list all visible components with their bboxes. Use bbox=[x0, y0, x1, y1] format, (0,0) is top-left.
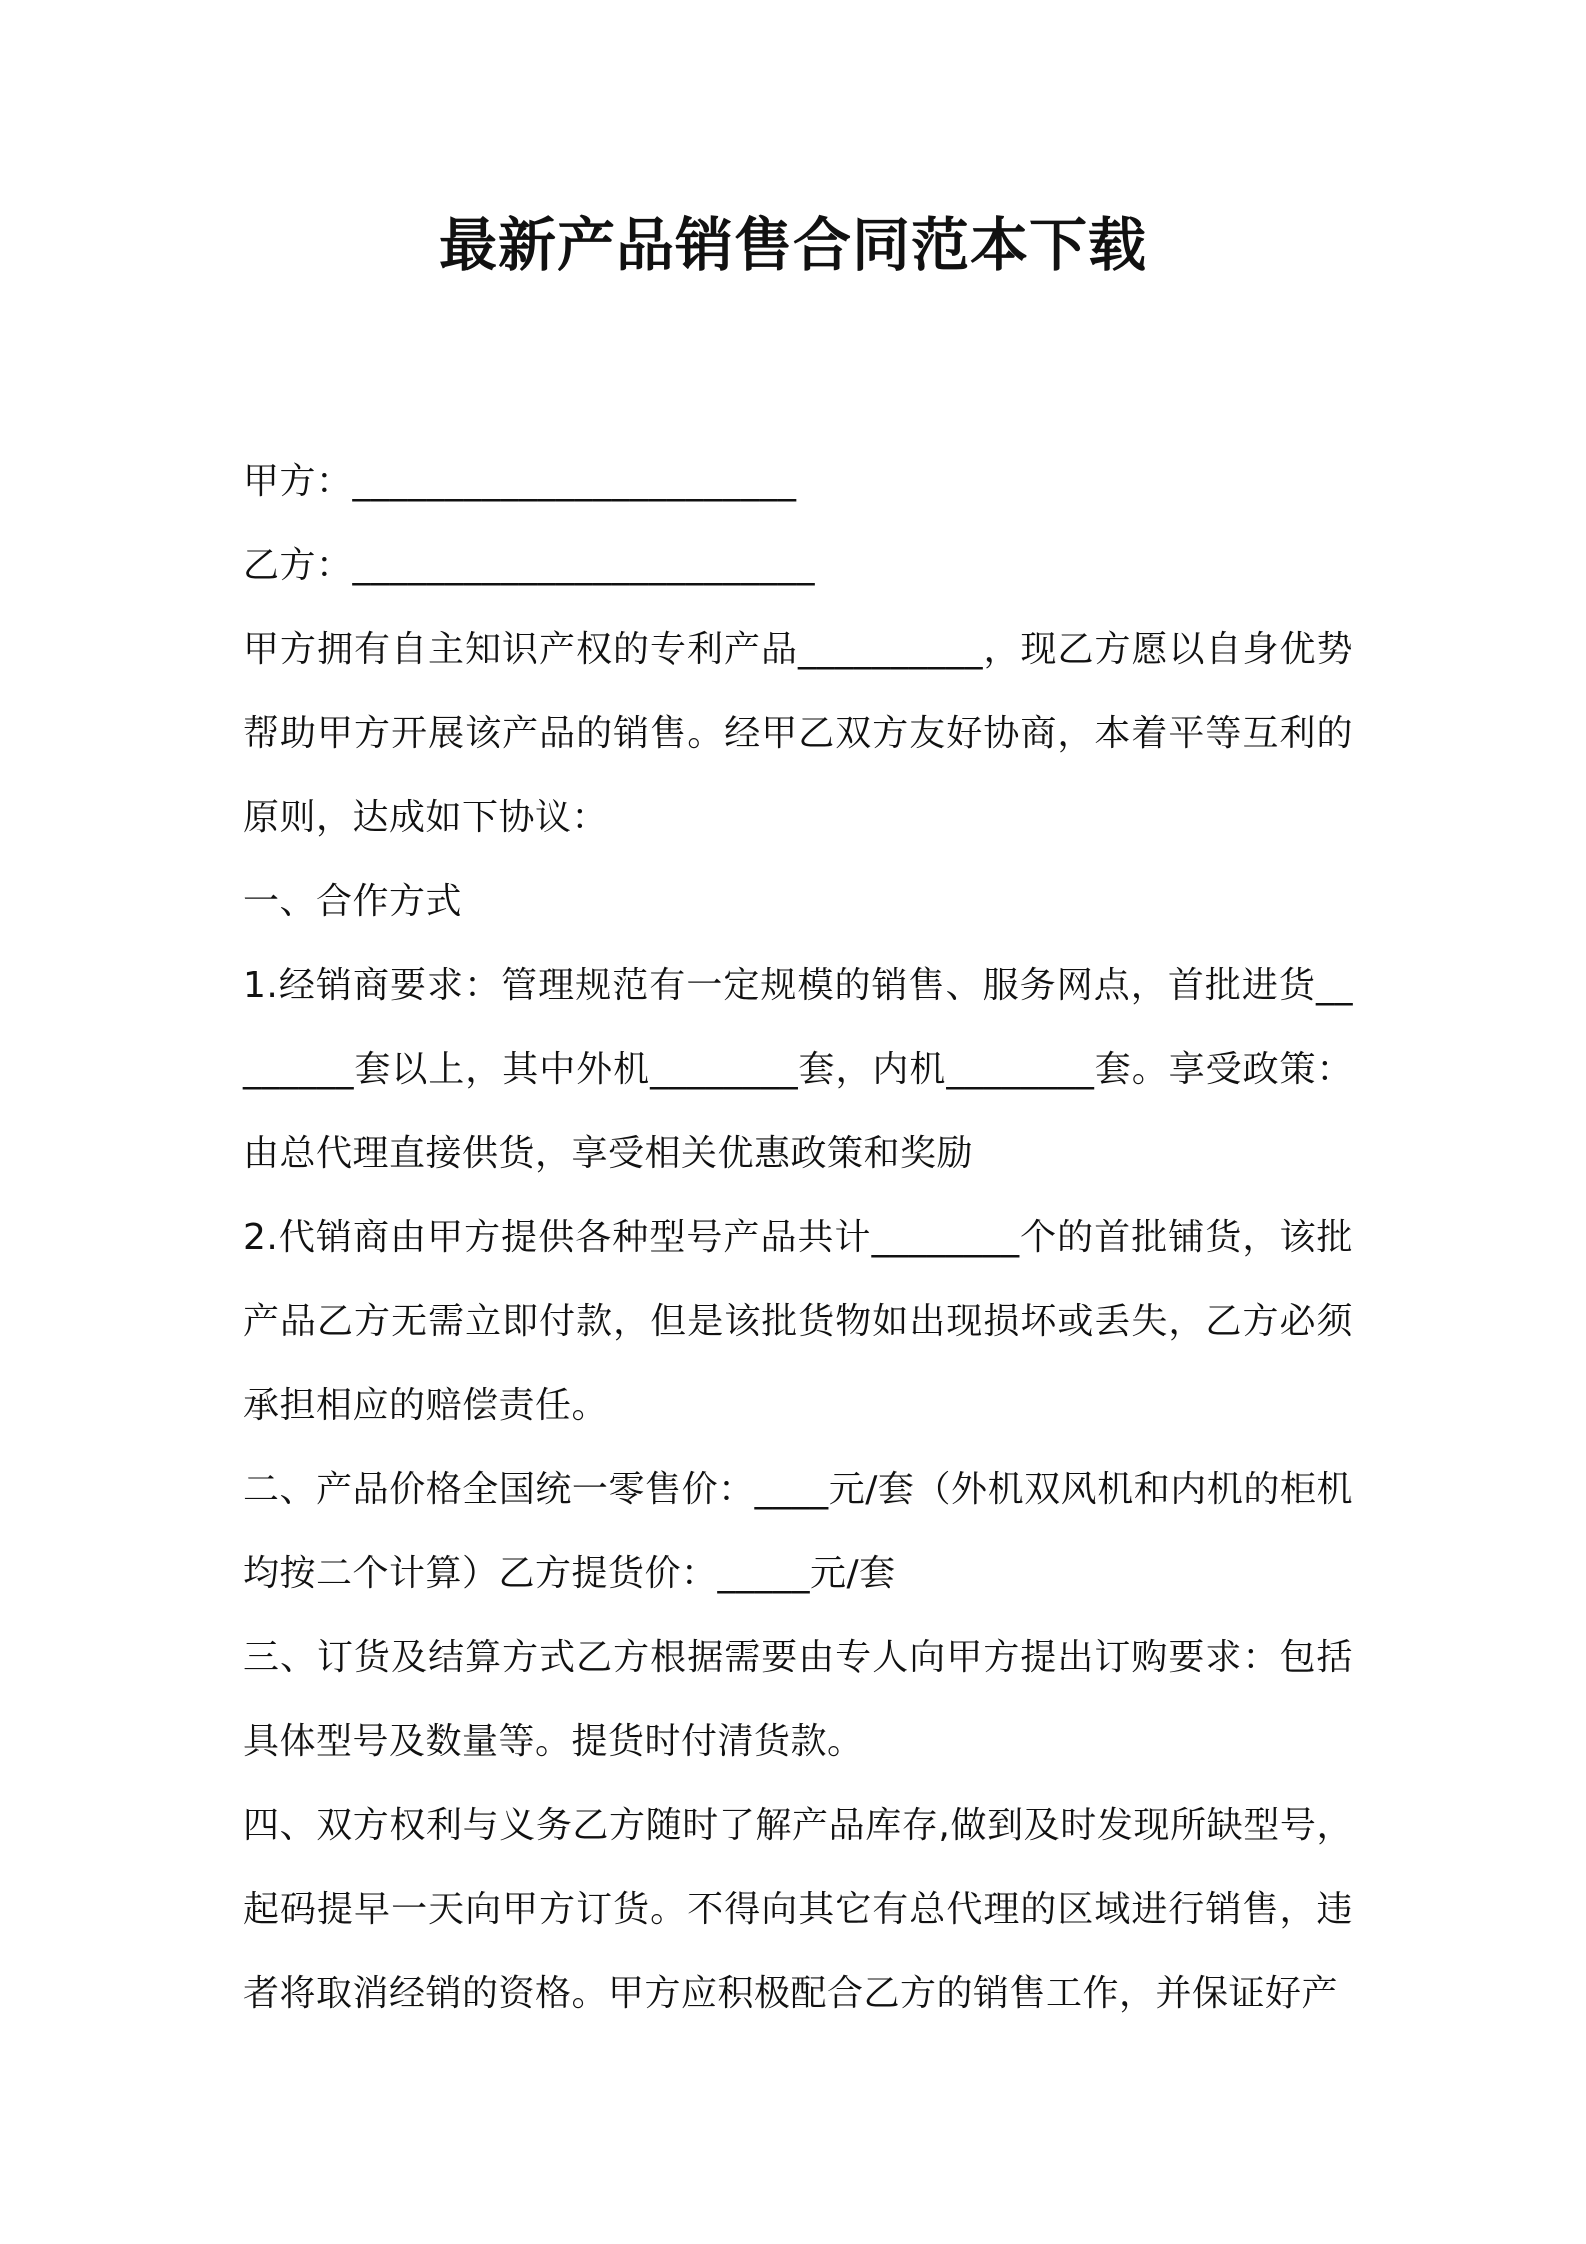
party-a-line: 甲方：________________________ bbox=[243, 461, 797, 502]
party-b-line: 乙方：_________________________ bbox=[243, 545, 816, 586]
clause-consignment: 2.代销商由甲方提供各种型号产品共计________个的首批铺货，该批产品乙方无需立即付款，但是该批货物如出现损坏或丢失，乙方必须承担相应的赔偿责任。 bbox=[243, 1217, 1353, 1426]
section-pricing: 二、产品价格全国统一零售价：____元/套（外机双风机和内机的柜机均按二个计算）乙方提货价：_____元/套 bbox=[243, 1469, 1353, 1594]
section-heading-cooperation: 一、合作方式 bbox=[243, 881, 463, 922]
section-rights-obligations: 四、双方权利与义务乙方随时了解产品库存,做到及时发现所缺型号，起码提早一天向甲方订货。不得向其它有总代理的区域进行销售，违者将取消经销的资格。甲方应积极配合乙方的销售工作，并保证好产 bbox=[243, 1805, 1353, 2014]
section-ordering-settlement: 三、订货及结算方式乙方根据需要由专人向甲方提出订购要求：包括具体型号及数量等。提货时付清货款。 bbox=[243, 1637, 1353, 1762]
preamble-paragraph: 甲方拥有自主知识产权的专利产品__________，现乙方愿以自身优势帮助甲方开展该产品的销售。经甲乙双方友好协商，本着平等互利的原则，达成如下协议： bbox=[243, 629, 1353, 838]
document-title: 最新产品销售合同范本下载 bbox=[438, 211, 1147, 279]
document-body bbox=[243, 440, 1353, 2036]
clause-dealer-requirements: 1.经销商要求：管理规范有一定规模的销售、服务网点，首批进货________套以上，其中外机________套，内机________套。享受政策：由总代理直接供货，享受相关优惠政策和奖励 bbox=[243, 965, 1353, 1174]
